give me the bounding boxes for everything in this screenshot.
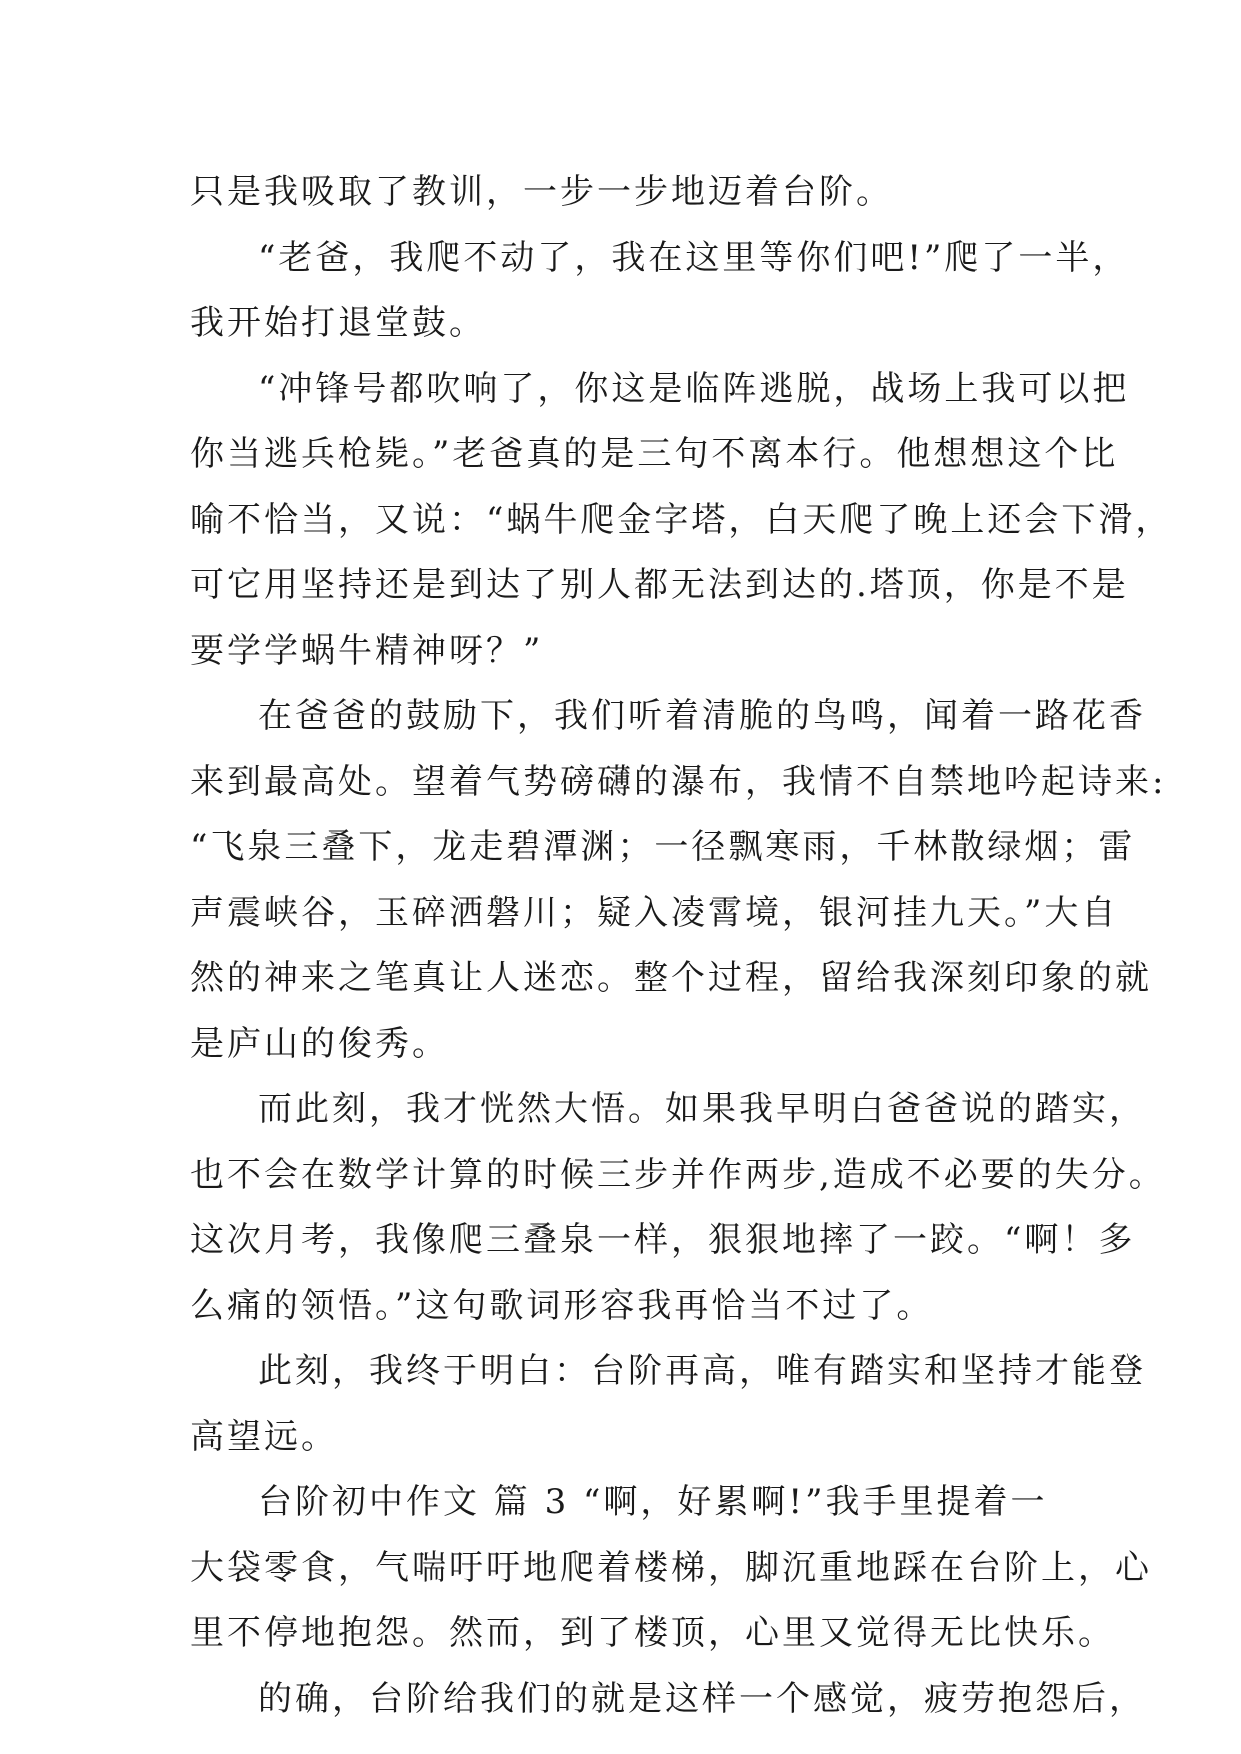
text-line: 也不会在数学计算的时候三步并作两步,造成不必要的失分。	[190, 1154, 1166, 1195]
text-line: 我开始打退堂鼓。	[190, 303, 486, 343]
text-line: 高望远。	[190, 1416, 338, 1457]
text-line: 这次月考，我像爬三叠泉一样，狠狠地摔了一跤。“啊！多	[190, 1220, 1136, 1260]
text-line: “飞泉三叠下，龙走碧潭渊；一径飘寒雨，千林散绿烟；雷	[190, 827, 1136, 867]
text-line: 里不停地抱怨。然而，到了楼顶，心里又觉得无比快乐。	[190, 1613, 1115, 1653]
text-line: 的确，台阶给我们的就是这样一个感觉，疲劳抱怨后，	[258, 1678, 1146, 1719]
body-text	[190, 160, 1173, 1732]
text-line: 可它用坚持还是到达了别人都无法到达的.塔顶，你是不是	[190, 565, 1129, 605]
text-line: 么痛的领悟。”这句歌词形容我再恰当不过了。	[190, 1285, 934, 1326]
text-line: 喻不恰当，又说：“蜗牛爬金字塔，白天爬了晚上还会下滑，	[190, 499, 1173, 540]
text-line: 来到最高处。望着气势磅礴的瀑布，我情不自禁地吟起诗来:	[190, 761, 1167, 802]
text-line: 然的神来之笔真让人迷恋。整个过程，留给我深刻印象的就	[190, 958, 1152, 998]
text-line: 而此刻，我才恍然大悟。如果我早明白爸爸说的踏实，	[258, 1089, 1146, 1129]
text-line: 大袋零食，气喘吁吁地爬着楼梯，脚沉重地踩在台阶上，心	[190, 1547, 1152, 1588]
text-line: 此刻，我终于明白：台阶再高，唯有踏实和坚持才能登	[258, 1351, 1146, 1391]
text-line: 要学学蜗牛精神呀？”	[190, 630, 544, 671]
text-line: 你当逃兵枪毙。”老爸真的是三句不离本行。他想想这个比	[190, 434, 1119, 474]
text-line: “冲锋号都吹响了，你这是临阵逃脱，战场上我可以把	[258, 368, 1130, 409]
text-line: 声震峡谷，玉碎洒磐川；疑入凌霄境，银河挂九天。”大自	[190, 892, 1119, 933]
section-heading-line: 台阶初中作文 篇 3 “啊，好累啊!”我手里提着一	[258, 1482, 1048, 1522]
text-line: 在爸爸的鼓励下，我们听着清脆的鸟鸣，闻着一路花香	[258, 696, 1146, 736]
text-line: “老爸，我爬不动了，我在这里等你们吧!”爬了一半，	[258, 237, 1130, 278]
text-line: 是庐山的俊秀。	[190, 1023, 449, 1064]
text-line: 只是我吸取了教训，一步一步地迈着台阶。	[190, 172, 893, 212]
